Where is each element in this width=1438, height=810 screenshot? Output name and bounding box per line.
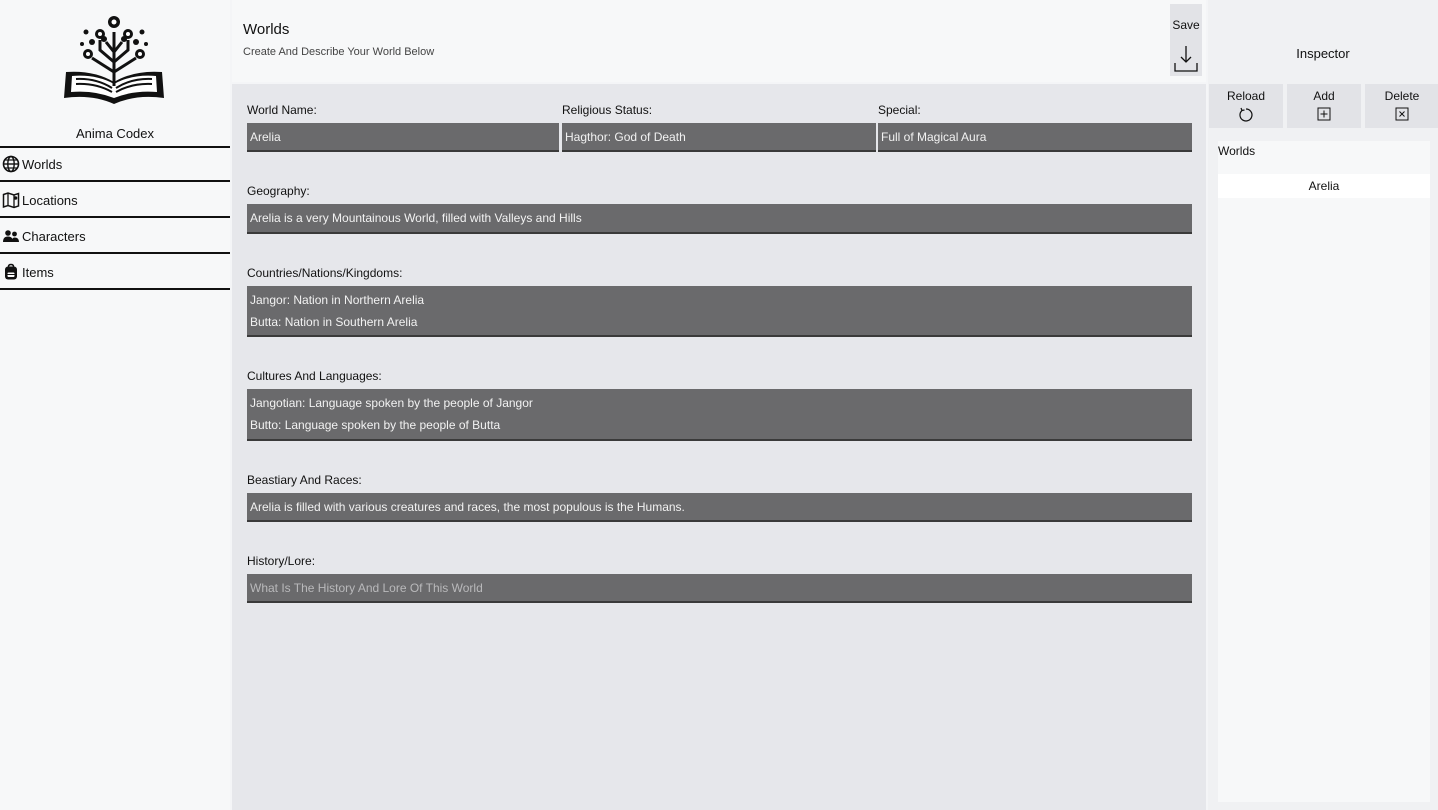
sidebar-item-worlds[interactable] [0,148,230,182]
beastiary-label: Beastiary And Races: [247,473,362,487]
list-title: Worlds [1218,144,1256,158]
cultures-line: Jangotian: Language spoken by the people of Jangor [250,396,533,410]
backpack-icon [1,262,21,282]
save-button[interactable] [1170,4,1202,76]
countries-field[interactable] [247,286,1192,337]
geography-field[interactable]: Arelia is a very Mountainous World, filled with Valleys and Hills [247,204,1192,234]
add-label: Add [1313,89,1335,103]
page-subtitle: Create And Describe Your World Below [243,46,435,58]
sidebar-item-items[interactable] [0,256,230,290]
history-label: History/Lore: [247,554,316,568]
people-icon [1,226,21,246]
sidebar-item-locations[interactable] [0,184,230,218]
sidebar-item-characters[interactable] [0,220,230,254]
countries-line: Jangor: Nation in Northern Arelia [250,292,425,307]
cultures-field[interactable] [247,389,1192,441]
open-book-circuit-tree-icon [58,12,170,106]
sidebar [0,0,230,810]
religious-status-field[interactable]: Hagthor: God of Death [562,123,876,152]
countries-line: Butta: Nation in Southern Arelia [250,314,418,329]
reload-button[interactable] [1209,84,1283,128]
reload-icon [1209,107,1283,123]
map-icon [1,190,21,210]
sidebar-item-label: Locations [22,192,78,208]
world-form [232,84,1206,810]
history-field[interactable]: What Is The History And Lore Of This World [247,574,1192,603]
beastiary-field[interactable]: Arelia is filled with various creatures and races, the most populous is the Humans. [247,493,1192,522]
inspector-title: Inspector [1296,46,1350,61]
geography-label: Geography: [247,184,310,198]
reload-label: Reload [1226,89,1266,103]
delete-label: Delete [1384,89,1420,103]
list-item[interactable]: Arelia [1218,174,1430,198]
sidebar-item-label: Characters [22,228,86,244]
world-list [1218,141,1430,802]
page-title: Worlds [243,21,290,38]
add-box-icon [1287,107,1361,121]
countries-label: Countries/Nations/Kingdoms: [247,266,403,280]
globe-icon [1,154,21,174]
religious-status-label: Religious Status: [562,103,653,117]
delete-box-icon [1365,107,1438,121]
cultures-label: Cultures And Languages: [247,369,382,383]
download-icon [1173,44,1199,77]
special-field[interactable]: Full of Magical Aura [878,123,1192,152]
cultures-line: Butto: Language spoken by the people of Butta [250,418,501,432]
save-label: Save [1172,18,1200,32]
sidebar-item-label: Items [22,264,54,280]
world-name-field[interactable]: Arelia [247,123,559,152]
delete-button[interactable] [1365,84,1438,128]
sidebar-item-label: Worlds [22,156,63,172]
inspector-panel [1208,0,1438,810]
world-name-label: World Name: [247,103,317,117]
special-label: Special: [878,103,921,117]
add-button[interactable] [1287,84,1361,128]
app-name: Anima Codex [75,126,155,141]
page-header [232,0,1206,82]
